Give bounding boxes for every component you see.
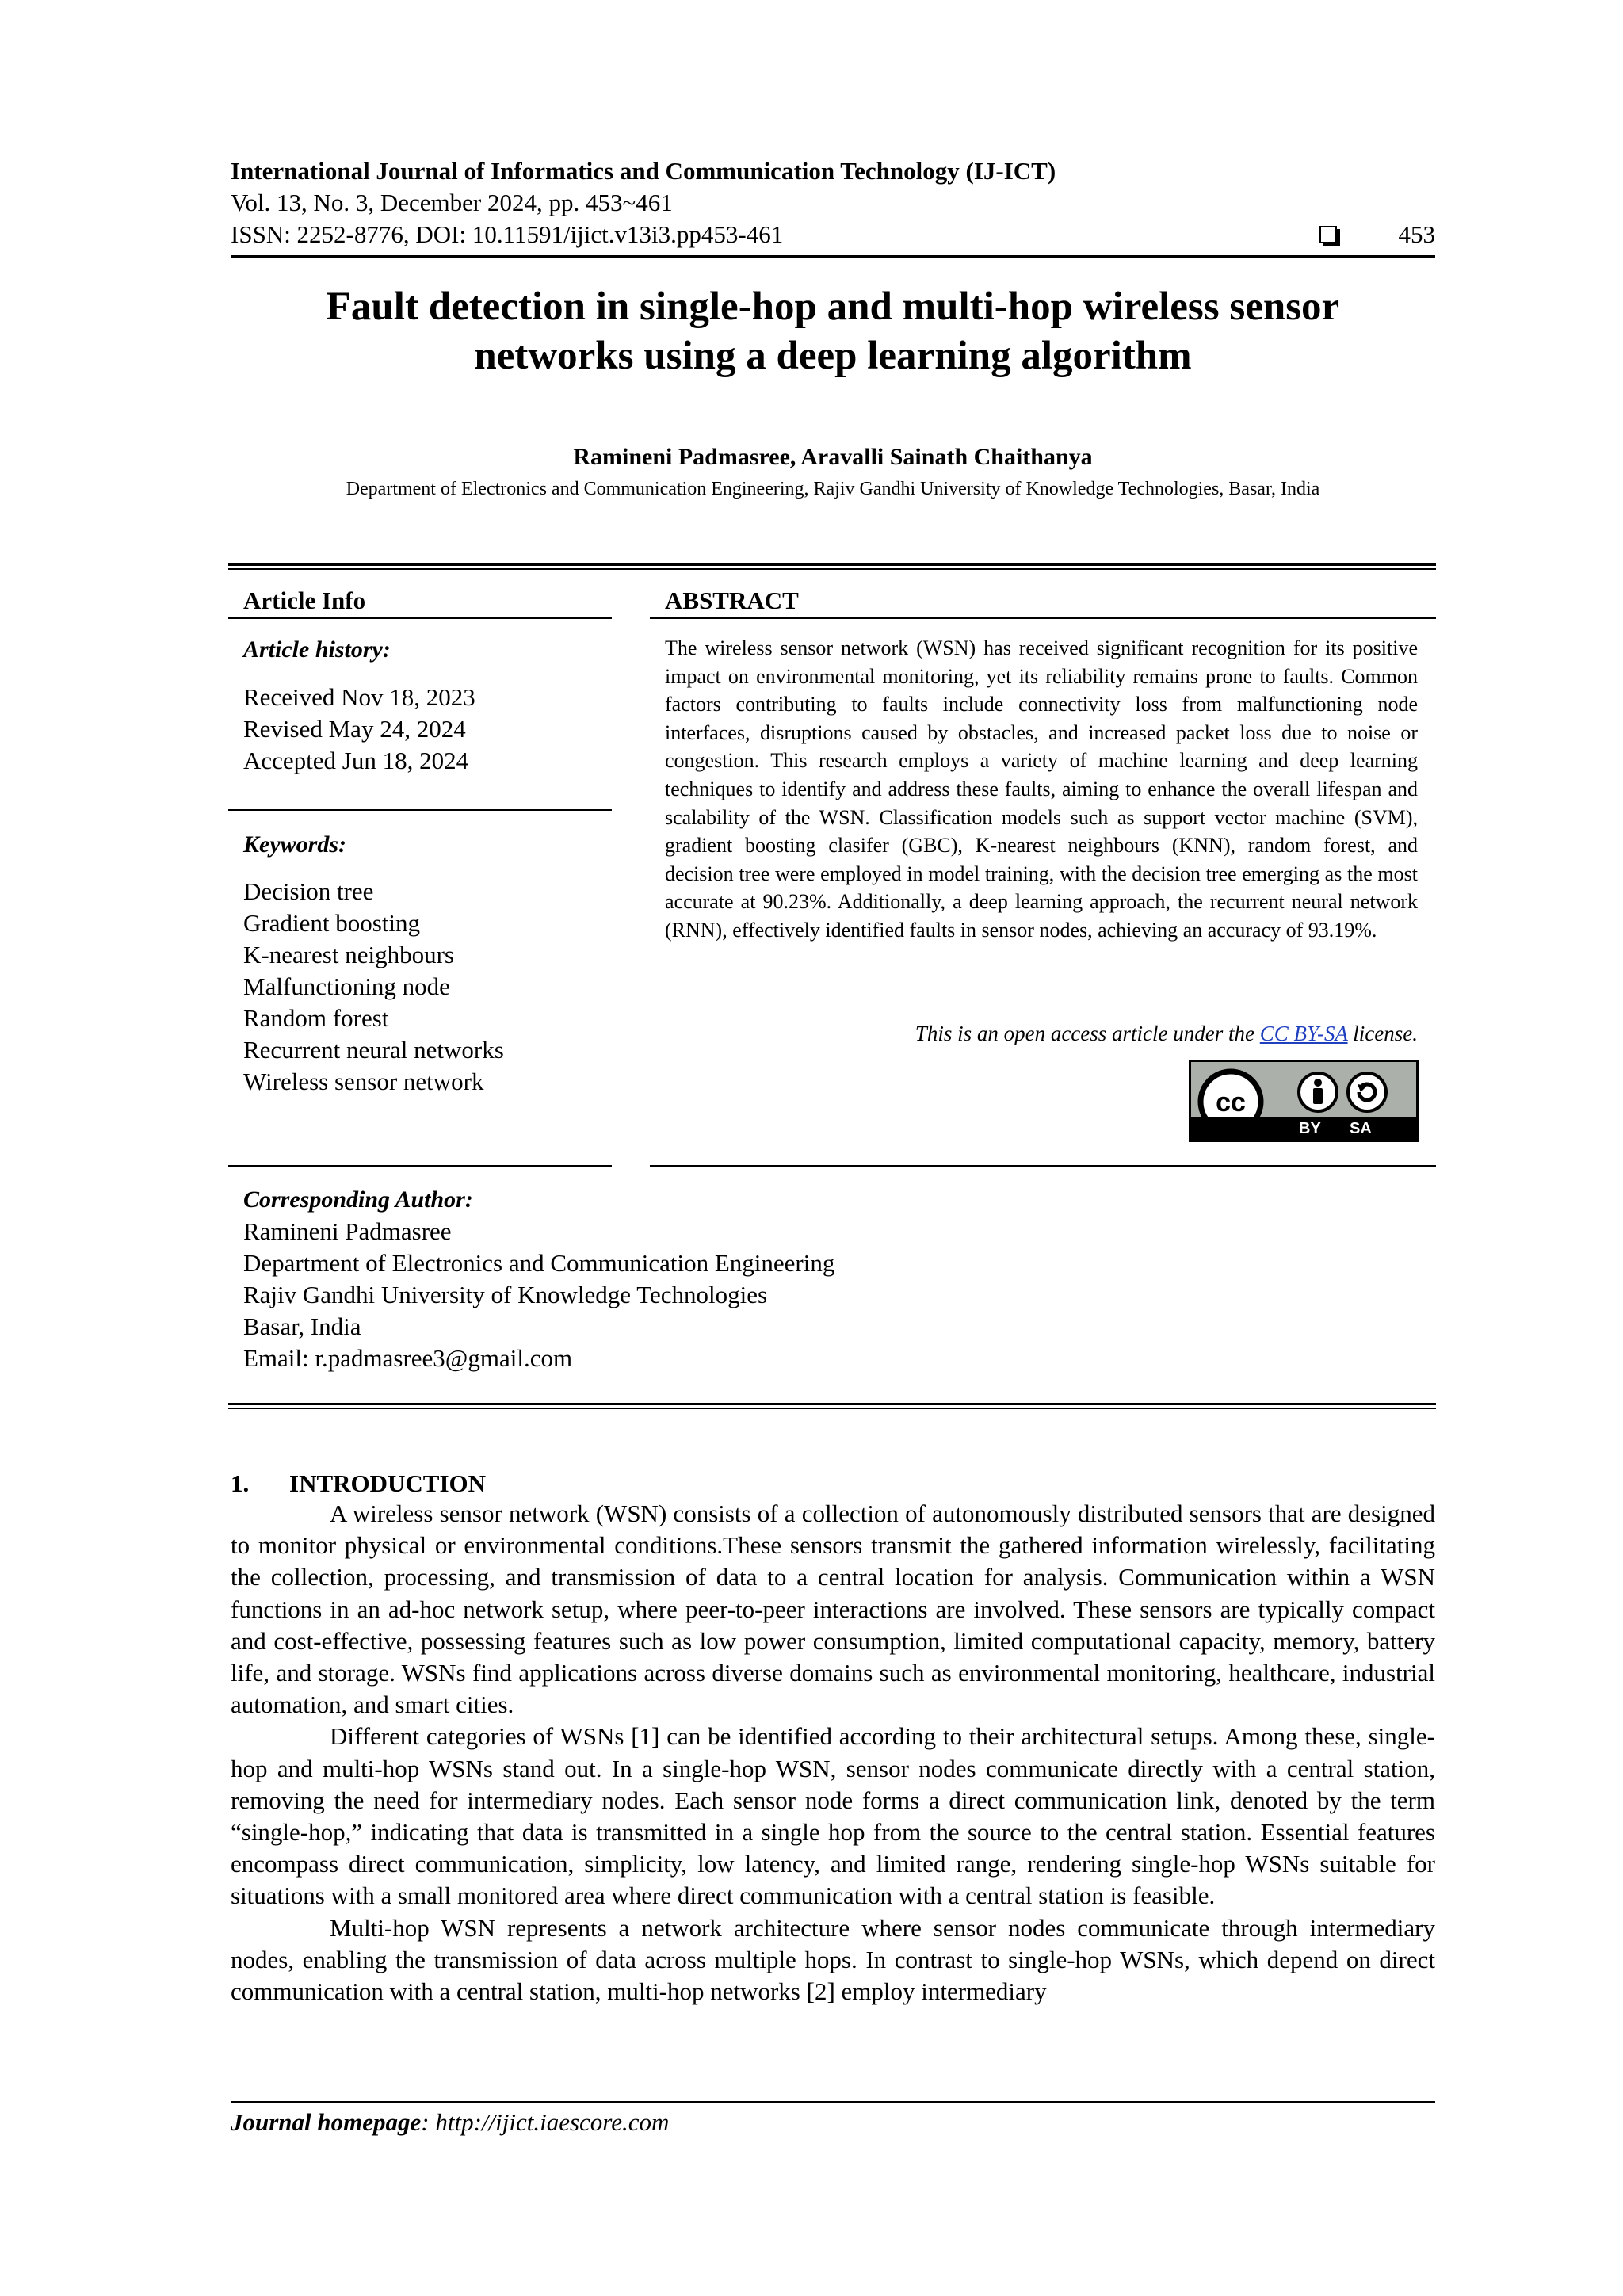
article-history-list: [243, 682, 475, 777]
svg-text:cc: cc: [1216, 1087, 1246, 1117]
volume-info: Vol. 13, No. 3, December 2024, pp. 453~461: [231, 189, 673, 216]
corresponding-univ: Rajiv Gandhi University of Knowledge Technologies: [243, 1281, 768, 1308]
affiliation: Department of Electronics and Communication Engineering, Rajiv Gandhi University of Knowledge Technologies, Basar, India: [346, 479, 1320, 499]
abstract-heading: ABSTRACT: [665, 586, 799, 614]
corresponding-email: Email: r.padmasree3@gmail.com: [243, 1344, 573, 1372]
cc-by-sa-badge[interactable]: [1189, 1060, 1419, 1142]
keyword-item: Malfunctioning node: [243, 972, 450, 1000]
history-revised: Revised May 24, 2024: [243, 715, 466, 743]
article-info-heading: Article Info: [243, 586, 366, 614]
keyword-item: Recurrent neural networks: [243, 1036, 504, 1064]
license-suffix: license.: [1347, 1022, 1418, 1045]
corresponding-dept: Department of Electronics and Communication Engineering: [243, 1249, 835, 1277]
keyword-item: Random forest: [243, 1004, 389, 1032]
abstract-text: The wireless sensor network (WSN) has received significant recognition for its positive impact on environmental monitoring, yet its reliability remains prone to faults. Common factors contributing to faults include connectivity loss from malfunctioning node interfaces, disruptions caused by obstacles, and increased packet loss due to noise or congestion. This research employs a variety of machine learning and deep learning techniques to identify and address these faults, aiming to enhance the overall lifespan and scalability of the WSN. Classification models such as support vector machine (SVM), gradient boosting clasifer (GBC), K-nearest neighbours (KNN), random forest, and decision tree were employed in model training, with the decision tree emerging as the most accurate at 90.23%. Additionally, a deep learning approach, the recurrent neural network (RNN), effectively identified faults in sensor nodes, achieving an accuracy of 93.19%.: [665, 636, 1418, 942]
keywords-heading: Keywords:: [243, 831, 346, 858]
info-top-rule: [228, 563, 1436, 570]
article-history-heading: Article history:: [243, 636, 391, 663]
license-statement: [915, 1019, 1418, 1048]
title-line-2: networks using a deep learning algorithm: [474, 334, 1192, 378]
homepage-url[interactable]: http://ijict.iaescore.com: [435, 2108, 670, 2136]
section-title: INTRODUCTION: [289, 1469, 487, 1497]
issn-doi: ISSN: 2252-8776, DOI: 10.11591/ijict.v13i3.pp453-461: [231, 220, 784, 248]
title-line-1: Fault detection in single-hop and multi-hop wireless sensor: [326, 285, 1340, 329]
journal-name: International Journal of Informatics and Communication Technology (IJ-ICT): [231, 157, 1056, 185]
paragraph: Multi-hop WSN represents a network architecture where sensor nodes communicate through intermediary nodes, enabling the transmission of data across multiple hops. In contrast to single-hop WSNs, which depend on direct communication with a central station, multi-hop networks [2] employ intermediary: [231, 1913, 1435, 2006]
authors: Ramineni Padmasree, Aravalli Sainath Chaithanya: [573, 444, 1093, 470]
keywords-rule: [228, 1165, 612, 1167]
info-bottom-rule: [228, 1403, 1436, 1409]
footer-rule: [231, 2101, 1435, 2103]
keyword-item: Decision tree: [243, 877, 374, 905]
corresponding-location: Basar, India: [243, 1312, 361, 1340]
header-rule: [231, 255, 1435, 258]
page-number: 453: [1398, 220, 1435, 248]
homepage-separator: :: [421, 2108, 436, 2136]
introduction-body: [231, 1498, 1435, 2008]
journal-homepage: [231, 2107, 669, 2138]
paper-title: [231, 282, 1435, 380]
history-received: Received Nov 18, 2023: [243, 683, 475, 711]
corresponding-heading: Corresponding Author:: [243, 1186, 473, 1213]
keyword-item: K-nearest neighbours: [243, 941, 454, 968]
abstract-rule: [650, 617, 1436, 619]
keywords-list: [243, 876, 504, 1098]
paragraph: Different categories of WSNs [1] can be identified according to their architectural setups. Among these, single-hop and multi-hop WSNs stand out. In a single-hop WSN, sensor nodes communicate directly with a central station, removing the need for intermediary nodes. Each sensor node forms a direct communication link, denoted by the term “single-hop,” indicating that data is transmitted in a single hop from the source to the central station. Essential features encompass direct communication, simplicity, low latency, and limited range, rendering single-hop WSNs suitable for situations with a small monitored area where direct communication with a central station is feasible.: [231, 1722, 1435, 1910]
article-info-rule: [228, 617, 612, 619]
history-rule: [228, 809, 612, 811]
abstract-bottom-rule: [650, 1165, 1436, 1167]
section-number: 1.: [231, 1469, 250, 1497]
history-accepted: Accepted Jun 18, 2024: [243, 747, 469, 774]
badge-by-label: BY: [1299, 1120, 1321, 1137]
license-link[interactable]: CC BY-SA: [1259, 1022, 1348, 1045]
corresponding-details: [243, 1216, 834, 1374]
section-heading-introduction: [231, 1468, 486, 1499]
corresponding-name: Ramineni Padmasree: [243, 1217, 452, 1245]
badge-sa-label: SA: [1350, 1120, 1372, 1137]
paragraph: A wireless sensor network (WSN) consists of a collection of autonomously distributed sensors that are designed to monitor physical or environmental conditions.These sensors transmit the gathered information wirelessly, facilitating the collection, processing, and transmission of data to a central location for analysis. Communication within a WSN functions in an ad-hoc network setup, where peer-to-peer interactions are involved. These sensors are typically compact and cost-effective, possessing features such as low power consumption, limited computational capacity, memory, battery life, and storage. WSNs find applications across diverse domains such as environmental monitoring, healthcare, industrial automation, and smart cities.: [231, 1499, 1435, 1719]
keyword-item: Gradient boosting: [243, 909, 420, 937]
homepage-label: Journal homepage: [231, 2108, 422, 2136]
license-prefix: This is an open access article under the: [915, 1022, 1260, 1045]
keyword-item: Wireless sensor network: [243, 1068, 484, 1095]
square-bullet-icon: [1319, 226, 1337, 243]
